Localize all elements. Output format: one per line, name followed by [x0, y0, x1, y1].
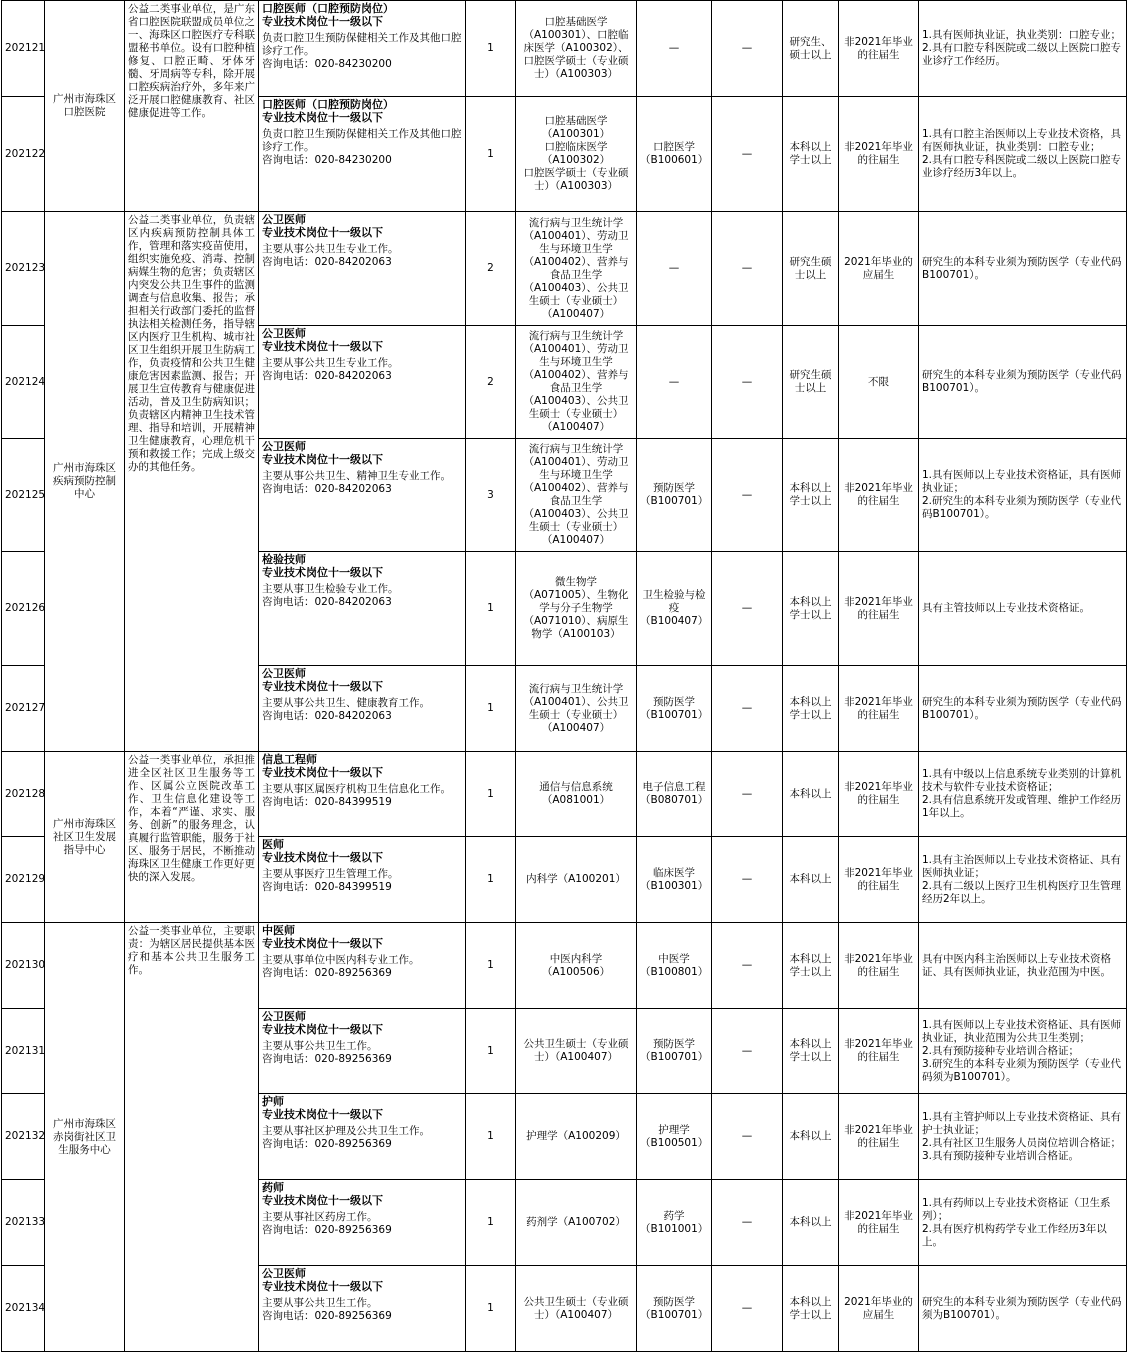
position-info: [259, 837, 466, 923]
position-code: 202121: [2, 1, 45, 97]
undergrad-major: 预防医学（B100701）: [637, 1266, 712, 1352]
applicant-type: 非2021年毕业的往届生: [839, 1180, 919, 1266]
contact-phone: 咨询电话：020-84399519: [262, 881, 392, 893]
education-degree: 本科以上学士以上: [783, 439, 839, 552]
table-row: [2, 923, 1127, 1009]
graduate-major: 流行病与卫生统计学（A100401）、劳动卫生与环境卫生学（A100402）、营养与食品卫生学（A100403）、公共卫生硕士（专业硕士）（A100407）: [516, 439, 637, 552]
position-level: 专业技术岗位十一级以下: [262, 851, 383, 864]
position-title: 检验技师: [262, 553, 306, 566]
college-major: —: [712, 212, 783, 326]
position-title: 中医师: [262, 924, 295, 937]
college-major: —: [712, 837, 783, 923]
college-major: —: [712, 666, 783, 752]
graduate-major: 口腔基础医学（A100301） 口腔临床医学（A100302） 口腔医学硕士（专业硕士）（A100303）: [516, 97, 637, 212]
undergrad-major: —: [637, 326, 712, 439]
recruitment-table: [1, 0, 1127, 1352]
contact-phone: 咨询电话：020-89256369: [262, 1310, 392, 1322]
position-level: 专业技术岗位十一级以下: [262, 111, 383, 124]
position-code: 202131: [2, 1009, 45, 1094]
position-info: [259, 326, 466, 439]
position-duty: 主要从事公共卫生工作。: [262, 1040, 378, 1052]
contact-phone: 咨询电话：020-89256369: [262, 1138, 392, 1150]
college-major: —: [712, 1094, 783, 1180]
contact-phone: 咨询电话：020-89256369: [262, 1224, 392, 1236]
headcount: 1: [466, 666, 516, 752]
position-duty: 主要从事社区药房工作。: [262, 1211, 378, 1223]
headcount: 1: [466, 1, 516, 97]
requirements: 1.具有主管护师以上专业技术资格证、具有护士执业证； 2.具有社区卫生服务人员岗位培训合格证； 3.具有预防接种专业培训合格证。: [919, 1094, 1127, 1180]
requirements: 1.具有医师执业证，执业类别：口腔专业； 2.具有口腔专科医院或二级以上医院口腔专业诊疗工作经历。: [919, 1, 1127, 97]
applicant-type: 非2021年毕业的往届生: [839, 752, 919, 837]
contact-phone: 咨询电话：020-84230200: [262, 154, 392, 166]
graduate-major: 微生物学（A071005）、生物化学与分子生物学（A071010）、病原生物学（A100103）: [516, 552, 637, 666]
position-code: 202133: [2, 1180, 45, 1266]
headcount: 1: [466, 923, 516, 1009]
education-degree: 本科以上: [783, 752, 839, 837]
education-degree: 本科以上: [783, 1180, 839, 1266]
position-code: 202129: [2, 837, 45, 923]
unit-intro: 公益一类事业单位，主要职责：为辖区居民提供基本医疗和基本公共卫生服务工作。: [125, 923, 259, 1352]
position-duty: 主要从事公共卫生专业工作。: [262, 357, 399, 369]
requirements: 具有中医内科主治医师以上专业技术资格证、具有医师执业证，执业范围为中医。: [919, 923, 1127, 1009]
graduate-major: 内科学（A100201）: [516, 837, 637, 923]
undergrad-major: 临床医学（B100301）: [637, 837, 712, 923]
college-major: —: [712, 1, 783, 97]
position-code: 202130: [2, 923, 45, 1009]
position-code: 202125: [2, 439, 45, 552]
education-degree: 本科以上学士以上: [783, 923, 839, 1009]
position-duty: 主要从事公共卫生工作。: [262, 1297, 378, 1309]
position-info: [259, 666, 466, 752]
requirements: 研究生的本科专业须为预防医学（专业代码B100701）。: [919, 666, 1127, 752]
position-info: [259, 439, 466, 552]
applicant-type: 非2021年毕业的往届生: [839, 97, 919, 212]
applicant-type: 非2021年毕业的往届生: [839, 837, 919, 923]
education-degree: 研究生硕士以上: [783, 212, 839, 326]
position-level: 专业技术岗位十一级以下: [262, 453, 383, 466]
position-duty: 主要从事公共卫生、精神卫生专业工作。: [262, 470, 451, 482]
position-title: 药师: [262, 1181, 284, 1194]
headcount: 1: [466, 1180, 516, 1266]
contact-phone: 咨询电话：020-84202063: [262, 710, 392, 722]
position-duty: 主要从事医疗卫生管理工作。: [262, 868, 399, 880]
position-title: 口腔医师（口腔预防岗位）: [262, 98, 394, 111]
position-code: 202123: [2, 212, 45, 326]
graduate-major: 口腔基础医学（A100301）、口腔临床医学（A100302）、口腔医学硕士（专业硕士）（A100303）: [516, 1, 637, 97]
undergrad-major: 中医学（B100801）: [637, 923, 712, 1009]
undergrad-major: —: [637, 1, 712, 97]
position-title: 口腔医师（口腔预防岗位）: [262, 2, 394, 15]
position-info: [259, 212, 466, 326]
applicant-type: 2021年毕业的应届生: [839, 212, 919, 326]
education-degree: 研究生硕士以上: [783, 326, 839, 439]
graduate-major: 药剂学（A100702）: [516, 1180, 637, 1266]
position-level: 专业技术岗位十一级以下: [262, 937, 383, 950]
position-level: 专业技术岗位十一级以下: [262, 1108, 383, 1121]
graduate-major: 流行病与卫生统计学（A100401）、劳动卫生与环境卫生学（A100402）、营养与食品卫生学（A100403）、公共卫生硕士（专业硕士）（A100407）: [516, 326, 637, 439]
position-title: 医师: [262, 838, 284, 851]
applicant-type: 2021年毕业的应届生: [839, 1266, 919, 1352]
position-info: [259, 1180, 466, 1266]
undergrad-major: 口腔医学（B100601）: [637, 97, 712, 212]
contact-phone: 咨询电话：020-84399519: [262, 796, 392, 808]
position-duty: 负责口腔卫生预防保健相关工作及其他口腔诊疗工作。: [262, 128, 462, 153]
undergrad-major: 预防医学（B100701）: [637, 1009, 712, 1094]
position-title: 信息工程师: [262, 753, 317, 766]
requirements: 1.具有主治医师以上专业技术资格证、具有医师执业证； 2.具有二级以上医疗卫生机构医疗卫生管理经历2年以上。: [919, 837, 1127, 923]
position-duty: 主要从事区属医疗机构卫生信息化工作。: [262, 783, 451, 795]
position-code: 202128: [2, 752, 45, 837]
requirements: 1.具有医师以上专业技术资格证，具有医师执业证； 2.研究生的本科专业须为预防医学（专业代码B100701）。: [919, 439, 1127, 552]
position-level: 专业技术岗位十一级以下: [262, 340, 383, 353]
headcount: 1: [466, 1009, 516, 1094]
graduate-major: 流行病与卫生统计学（A100401）、劳动卫生与环境卫生学（A100402）、营养与食品卫生学（A100403）、公共卫生硕士（专业硕士）（A100407）: [516, 212, 637, 326]
applicant-type: 非2021年毕业的往届生: [839, 552, 919, 666]
position-title: 公卫医师: [262, 213, 306, 226]
education-degree: 本科以上学士以上: [783, 552, 839, 666]
position-code: 202126: [2, 552, 45, 666]
position-code: 202127: [2, 666, 45, 752]
contact-phone: 咨询电话：020-84202063: [262, 370, 392, 382]
applicant-type: 非2021年毕业的往届生: [839, 923, 919, 1009]
contact-phone: 咨询电话：020-89256369: [262, 1053, 392, 1065]
undergrad-major: 电子信息工程（B080701）: [637, 752, 712, 837]
position-title: 护师: [262, 1095, 284, 1108]
applicant-type: 非2021年毕业的往届生: [839, 439, 919, 552]
education-degree: 本科以上学士以上: [783, 666, 839, 752]
graduate-major: 流行病与卫生统计学（A100401）、公共卫生硕士（专业硕士）（A100407）: [516, 666, 637, 752]
college-major: —: [712, 97, 783, 212]
undergrad-major: 药学（B101001）: [637, 1180, 712, 1266]
position-level: 专业技术岗位十一级以下: [262, 680, 383, 693]
college-major: —: [712, 1266, 783, 1352]
contact-phone: 咨询电话：020-84230200: [262, 58, 392, 70]
requirements: 1.具有药师以上专业技术资格证（卫生系列）； 2.具有医疗机构药学专业工作经历3年以上。: [919, 1180, 1127, 1266]
graduate-major: 通信与信息系统（A081001）: [516, 752, 637, 837]
graduate-major: 中医内科学（A100506）: [516, 923, 637, 1009]
education-degree: 本科以上学士以上: [783, 1266, 839, 1352]
undergrad-major: 护理学（B100501）: [637, 1094, 712, 1180]
position-duty: 主要从事社区护理及公共卫生工作。: [262, 1125, 430, 1137]
college-major: —: [712, 752, 783, 837]
position-level: 专业技术岗位十一级以下: [262, 15, 383, 28]
requirements: 研究生的本科专业须为预防医学（专业代码须为B100701）。: [919, 1266, 1127, 1352]
unit-intro: 公益一类事业单位，承担推进全区社区卫生服务等工作、区属公立医院改革工作、卫生信息化建设等工作，本着“严谨、求实、服务、创新”的服务理念，认真履行监管职能，服务于社区、服务于居民，不断推动海珠区卫生健康工作更好更快的深入发展。: [125, 752, 259, 923]
position-info: [259, 1266, 466, 1352]
headcount: 2: [466, 212, 516, 326]
position-title: 公卫医师: [262, 327, 306, 340]
requirements: 1.具有医师以上专业技术资格证、具有医师执业证，执业范围为公共卫生类别； 2.具有预防接种专业培训合格证； 3.研究生的本科专业须为预防医学（专业代码须为B100701）。: [919, 1009, 1127, 1094]
position-duty: 负责口腔卫生预防保健相关工作及其他口腔诊疗工作。: [262, 32, 462, 57]
headcount: 1: [466, 837, 516, 923]
education-degree: 本科以上学士以上: [783, 97, 839, 212]
unit-name: 广州市海珠区疾病预防控制中心: [45, 212, 125, 752]
graduate-major: 公共卫生硕士（专业硕士）（A100407）: [516, 1266, 637, 1352]
education-degree: 研究生、硕士以上: [783, 1, 839, 97]
requirements: 1.具有中级以上信息系统专业类别的计算机技术与软件专业技术资格证； 2.具有信息系统开发或管理、维护工作经历1年以上。: [919, 752, 1127, 837]
unit-name: 广州市海珠区社区卫生发展指导中心: [45, 752, 125, 923]
contact-phone: 咨询电话：020-84202063: [262, 596, 392, 608]
position-info: [259, 1009, 466, 1094]
applicant-type: 非2021年毕业的往届生: [839, 1, 919, 97]
applicant-type: 非2021年毕业的往届生: [839, 666, 919, 752]
position-info: [259, 552, 466, 666]
unit-name: 广州市海珠区口腔医院: [45, 1, 125, 212]
college-major: —: [712, 326, 783, 439]
position-title: 公卫医师: [262, 1267, 306, 1280]
position-info: [259, 923, 466, 1009]
college-major: —: [712, 1180, 783, 1266]
headcount: 3: [466, 439, 516, 552]
headcount: 1: [466, 552, 516, 666]
requirements: 1.具有口腔主治医师以上专业技术资格，具有医师执业证，执业类别：口腔专业； 2.具有口腔专科医院或二级以上医院口腔专业诊疗经历3年以上。: [919, 97, 1127, 212]
headcount: 1: [466, 97, 516, 212]
position-level: 专业技术岗位十一级以下: [262, 566, 383, 579]
position-info: [259, 1094, 466, 1180]
position-code: 202134: [2, 1266, 45, 1352]
position-code: 202132: [2, 1094, 45, 1180]
undergrad-major: —: [637, 212, 712, 326]
position-info: [259, 752, 466, 837]
requirements: 具有主管技师以上专业技术资格证。: [919, 552, 1127, 666]
table-row: [2, 1, 1127, 97]
graduate-major: 护理学（A100209）: [516, 1094, 637, 1180]
position-level: 专业技术岗位十一级以下: [262, 766, 383, 779]
contact-phone: 咨询电话：020-84202063: [262, 256, 392, 268]
position-info: [259, 97, 466, 212]
applicant-type: 不限: [839, 326, 919, 439]
unit-intro: 公益二类事业单位，负责辖区内疾病预防控制具体工作，管理和落实疫苗使用，组织实施免疫、消毒、控制病媒生物的危害；负责辖区内突发公共卫生事件的监测调查与信息收集、报告；承担相关行政部门委托的监督执法相关检测任务，指导辖区内医疗卫生机构、城市社区卫生组织开展卫生防病工作，负责疫情和公共卫生健康危害因素监测、报告；开展卫生宣传教育与健康促进活动，普及卫生防病知识；负责辖区内精神卫生技术管理、指导和培训，开展精神卫生健康教育，心理危机干预和救援工作；完成上级交办的其他任务。: [125, 212, 259, 752]
headcount: 1: [466, 1094, 516, 1180]
headcount: 1: [466, 1266, 516, 1352]
contact-phone: 咨询电话：020-84202063: [262, 483, 392, 495]
undergrad-major: 预防医学（B100701）: [637, 666, 712, 752]
applicant-type: 非2021年毕业的往届生: [839, 1009, 919, 1094]
headcount: 2: [466, 326, 516, 439]
education-degree: 本科以上学士以上: [783, 1009, 839, 1094]
table-row: [2, 752, 1127, 837]
position-duty: 主要从事单位中医内科专业工作。: [262, 954, 420, 966]
position-title: 公卫医师: [262, 667, 306, 680]
headcount: 1: [466, 752, 516, 837]
position-level: 专业技术岗位十一级以下: [262, 1023, 383, 1036]
unit-intro: 公益二类事业单位，是广东省口腔医院联盟成员单位之一、海珠区口腔医疗专科联盟秘书单位。设有口腔种植修复、口腔正畸、牙体牙髓、牙周病等专科，除开展口腔疾病治疗外，多年来广泛开展口腔健康教育、社区健康促进等工作。: [125, 1, 259, 212]
position-level: 专业技术岗位十一级以下: [262, 1194, 383, 1207]
position-title: 公卫医师: [262, 440, 306, 453]
position-info: [259, 1, 466, 97]
position-level: 专业技术岗位十一级以下: [262, 1280, 383, 1293]
position-code: 202122: [2, 97, 45, 212]
graduate-major: 公共卫生硕士（专业硕士）（A100407）: [516, 1009, 637, 1094]
position-duty: 主要从事公共卫生专业工作。: [262, 243, 399, 255]
undergrad-major: 卫生检验与检疫（B100407）: [637, 552, 712, 666]
position-duty: 主要从事公共卫生、健康教育工作。: [262, 697, 430, 709]
college-major: —: [712, 1009, 783, 1094]
requirements: 研究生的本科专业须为预防医学（专业代码B100701）。: [919, 212, 1127, 326]
position-code: 202124: [2, 326, 45, 439]
requirements: 研究生的本科专业须为预防医学（专业代码B100701）。: [919, 326, 1127, 439]
position-level: 专业技术岗位十一级以下: [262, 226, 383, 239]
unit-name: 广州市海珠区赤岗街社区卫生服务中心: [45, 923, 125, 1352]
contact-phone: 咨询电话：020-89256369: [262, 967, 392, 979]
table-row: [2, 212, 1127, 326]
college-major: —: [712, 923, 783, 1009]
education-degree: 本科以上: [783, 837, 839, 923]
undergrad-major: 预防医学（B100701）: [637, 439, 712, 552]
education-degree: 本科以上: [783, 1094, 839, 1180]
college-major: —: [712, 439, 783, 552]
college-major: —: [712, 552, 783, 666]
position-title: 公卫医师: [262, 1010, 306, 1023]
applicant-type: 非2021年毕业的往届生: [839, 1094, 919, 1180]
position-duty: 主要从事卫生检验专业工作。: [262, 583, 399, 595]
